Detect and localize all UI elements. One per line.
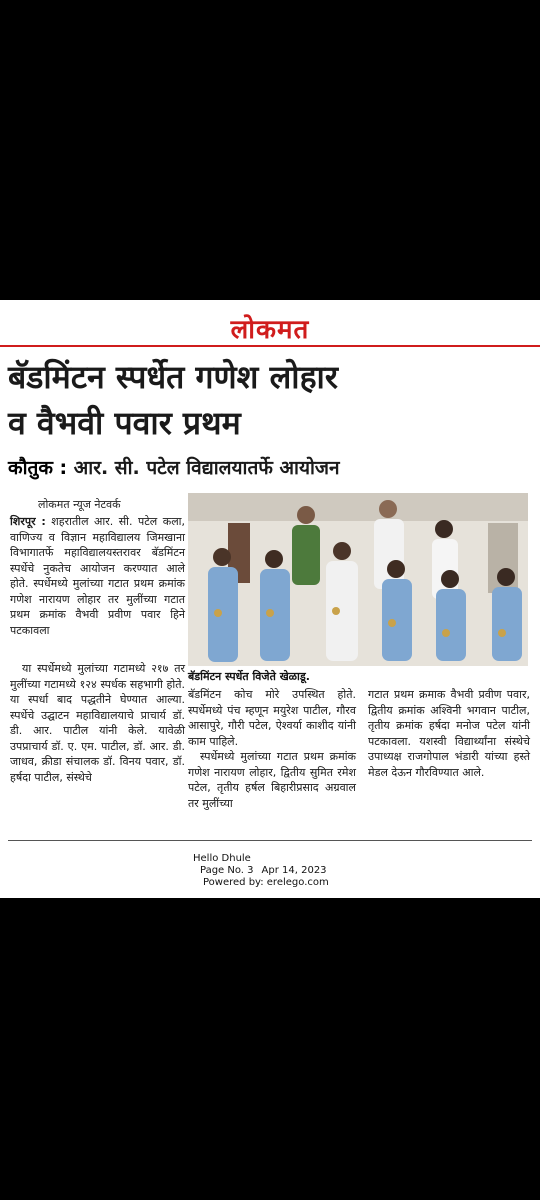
headline-line-1: बॅडमिंटन स्पर्धेत गणेश लोहार bbox=[8, 358, 338, 396]
article-column-2-para-1: बॅडमिंटन कोच मोरे उपस्थित होते. स्पर्धेमध्ये पंच म्हणून मयुरेश पाटील, गौरव आसापुरे, गौरी पटेल, ऐश्वर्या काशीद यांनी काम पाहिले. bbox=[188, 688, 356, 748]
subheadline-text: आर. सी. पटेल विद्यालयातर्फे आयोजन bbox=[67, 457, 340, 479]
article-column-2 bbox=[188, 687, 356, 811]
masthead-rule bbox=[0, 345, 540, 347]
footer-page-date bbox=[200, 865, 540, 877]
footer-date: Apr 14, 2023 bbox=[261, 865, 327, 876]
article-column-1 bbox=[10, 514, 185, 638]
article-paragraph-1: शहरातील आर. सी. पटेल कला, वाणिज्य व विज्ञान महाविद्यालय जिमखाना विभागातर्फे महाविद्यालयस्तरावर बॅडमिंटन स्पर्धेचे नुकतेच आयोजन करण्यात आले होते. स्पर्धेमध्ये मुलांच्या गटात प्रथम क्रमांक गणेश नारायण लोहार तर मुलींच्या गटात प्रथम क्रमांक वैभवी प्रवीण पवार हिने पटकावला bbox=[10, 515, 185, 637]
newspaper-clipping bbox=[0, 300, 540, 898]
article-paragraph-2: या स्पर्धेमध्ये मुलांच्या गटामध्ये २१७ तर मुलींच्या गटामध्ये १२४ स्पर्धक सहभागी होते. या स्पर्धा बाद पद्धतीने घेण्यात आल्या. स्पर्धेचे उद्घाटन महाविद्यालयाचे प्राचार्य डॉ. डी. आर. पाटील यांनी केले. यावेळी उपप्राचार्य डॉ. ए. एम. पाटील, डॉ. आर. डी. जाधव, क्रीडा संचालक डॉ. विनय पवार, डॉ. हर्षदा पाटील, संस्थेचे bbox=[10, 662, 185, 784]
footer-powered-by: Powered by: erelego.com bbox=[203, 877, 329, 888]
dateline-place: शिरपूर : bbox=[10, 515, 46, 528]
article-column-3: गटात प्रथम क्रमाक वैभवी प्रवीण पवार, द्वितीय क्रमांक अश्विनी भगवान पाटील, तृतीय क्रमांक हर्षदा मनोज पटेल यांनी पटकावला. यशस्वी विद्यार्थ्यांना संस्थेचे उपाध्यक्ष राजगोपाल भंडारी यांच्या हस्ते मेडल देऊन गौरविण्यात आले. bbox=[368, 688, 530, 779]
article-column-2-para-2: स्पर्धेमध्ये मुलांच्या गटात प्रथम क्रमांक गणेश नारायण लोहार, द्वितीय सुमित रमेश पटेल, तृतीय हर्षल बिहारीप्रसाद अग्रवाल तर मुलींच्या bbox=[188, 750, 356, 810]
footer-page: Page No. 3 bbox=[200, 865, 254, 876]
subheadline-lead: कौतुक : bbox=[8, 457, 68, 479]
headline-line-2: व वैभवी पवार प्रथम bbox=[8, 404, 241, 442]
byline: लोकमत न्यूज नेटवर्क bbox=[38, 498, 121, 511]
winners-photo bbox=[188, 493, 528, 666]
headline bbox=[8, 354, 538, 446]
subheadline bbox=[8, 454, 538, 480]
masthead-logo: लोकमत bbox=[230, 315, 310, 345]
epaper-footer bbox=[0, 853, 540, 889]
footer-divider bbox=[8, 840, 532, 841]
footer-source: Hello Dhule bbox=[193, 853, 251, 864]
winners-photo-illustration bbox=[188, 493, 528, 666]
photo-caption: बॅडमिंटन स्पर्धेत विजेते खेळाडू. bbox=[188, 670, 310, 683]
